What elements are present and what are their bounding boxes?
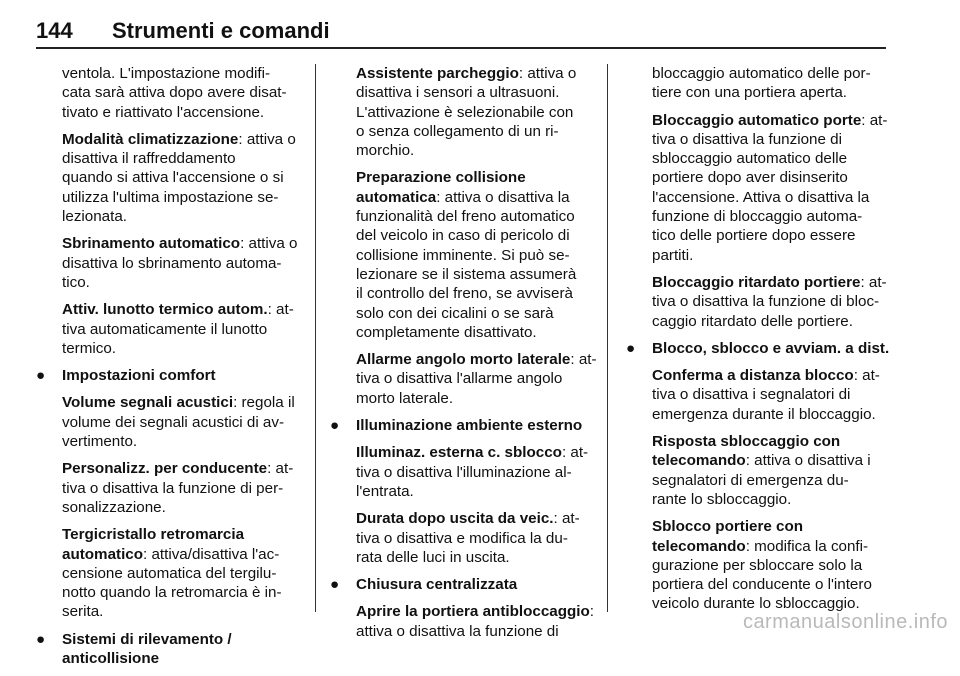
text-column-1 xyxy=(36,64,310,676)
text-line: termico. xyxy=(62,339,117,357)
text-line: tiva o disattiva i segnalatori di xyxy=(652,386,851,404)
text-line: tiva o disattiva l'allarme angolo xyxy=(356,370,563,388)
bullet-icon: ● xyxy=(330,417,340,435)
text-line: : at- xyxy=(853,367,880,385)
paragraph xyxy=(626,366,888,424)
text-line: notto quando la retromarcia è in- xyxy=(62,584,282,602)
term: Bloccaggio automatico porte xyxy=(652,111,862,129)
text-line: quando si attiva l'accensione o si xyxy=(62,169,284,187)
text-line: disattiva lo sbrinamento automa- xyxy=(62,254,282,272)
text-line: : at- xyxy=(570,351,597,369)
text-line: veicolo durante lo sbloccaggio. xyxy=(652,595,860,613)
bullet-heading xyxy=(330,416,596,435)
text-line: : at- xyxy=(861,111,888,129)
paragraph xyxy=(330,602,596,641)
text-line: tiva o disattiva la funzione di bloc- xyxy=(652,293,880,311)
paragraph xyxy=(36,130,310,226)
paragraph xyxy=(36,393,310,451)
text-line: tiva o disattiva la funzione di xyxy=(652,130,842,148)
bullet-heading xyxy=(626,339,888,358)
term: Volume segnali acustici xyxy=(62,394,234,412)
paragraph xyxy=(626,64,888,103)
section-heading-line: anticollisione xyxy=(62,650,160,668)
paragraph xyxy=(36,234,310,292)
text-line: solo con dei cicalini o se sarà xyxy=(356,304,554,322)
page-title: Strumenti e comandi xyxy=(112,18,330,43)
term: telecomando xyxy=(652,537,746,555)
text-line: sonalizzazione. xyxy=(62,498,166,516)
text-line: funzionalità del freno automatico xyxy=(356,208,575,226)
text-line: collisione imminente. Si può se- xyxy=(356,246,570,264)
text-line: : attiva o xyxy=(240,235,298,253)
paragraph xyxy=(626,517,888,613)
text-line: portiera del conducente o l'intero xyxy=(652,576,872,594)
text-line: lezionata. xyxy=(62,208,128,226)
bullet-icon: ● xyxy=(330,576,340,594)
term: Modalità climatizzazione xyxy=(62,130,239,148)
text-line: il controllo del freno, se avviserà xyxy=(356,285,573,303)
text-line: morchio. xyxy=(356,142,415,160)
paragraph xyxy=(330,350,596,408)
paragraph xyxy=(626,273,888,331)
term: Assistente parcheggio xyxy=(356,65,519,82)
term: telecomando xyxy=(652,452,746,470)
text-line: : modifica la confi- xyxy=(745,537,869,555)
text-line: censione automatica del tergilu- xyxy=(62,564,277,582)
text-line: ventola. L'impostazione modifi- xyxy=(62,65,271,82)
text-line: L'attivazione è selezionabile con xyxy=(356,103,574,121)
text-line: tiere con una portiera aperta. xyxy=(652,84,848,102)
text-line: gurazione per sbloccare solo la xyxy=(652,556,863,574)
text-line: : attiva o xyxy=(518,65,577,82)
paragraph xyxy=(330,443,596,501)
term: Risposta sbloccaggio con xyxy=(652,433,841,451)
text-line: caggio ritardato delle portiere. xyxy=(652,312,853,330)
column-divider-1 xyxy=(315,64,316,612)
section-heading: Blocco, sblocco e avviam. a dist. xyxy=(652,339,890,357)
text-line: segnalatori di emergenza du- xyxy=(652,471,849,489)
bullet-icon: ● xyxy=(36,630,46,648)
text-line: : attiva o disattiva la xyxy=(436,188,570,206)
text-line: tico delle portiere dopo essere xyxy=(652,227,856,245)
text-line: : at- xyxy=(267,460,294,478)
term: Aprire la portiera antibloccaggio xyxy=(356,603,590,621)
text-line: sbloccaggio automatico delle xyxy=(652,150,848,168)
text-line: disattiva i sensori a ultrasuoni. xyxy=(356,84,560,102)
text-line: portiere dopo aver disinserito xyxy=(652,169,848,187)
term: automatica xyxy=(356,188,437,206)
text-line: tiva o disattiva la funzione di per- xyxy=(62,479,284,497)
text-line: partiti. xyxy=(652,246,694,264)
text-line: vertimento. xyxy=(62,433,138,451)
paragraph xyxy=(36,64,310,122)
section-heading: Chiusura centralizzata xyxy=(356,576,518,594)
paragraph xyxy=(330,64,596,160)
text-line: : at- xyxy=(267,301,294,319)
text-line: : xyxy=(589,603,595,621)
term: Sblocco portiere con xyxy=(652,518,804,536)
bullet-icon: ● xyxy=(36,367,46,385)
paragraph xyxy=(626,432,888,509)
text-line: rante lo sbloccaggio. xyxy=(652,490,792,508)
paragraph xyxy=(330,168,596,342)
term: Attiv. lunotto termico autom. xyxy=(62,301,268,319)
text-line: morto laterale. xyxy=(356,389,454,407)
text-line: : attiva o xyxy=(238,130,296,148)
paragraph xyxy=(36,459,310,517)
paragraph xyxy=(626,111,888,265)
term: Tergicristallo retromarcia xyxy=(62,526,245,544)
bullet-heading xyxy=(36,366,310,385)
text-line: lezionare se il sistema assumerà xyxy=(356,265,577,283)
text-line: completamente disattivato. xyxy=(356,323,537,341)
text-line: l'entrata. xyxy=(356,482,414,500)
text-line: : at- xyxy=(860,273,887,291)
term: Allarme angolo morto laterale xyxy=(356,351,571,369)
text-line: emergenza durante il bloccaggio. xyxy=(652,405,876,423)
paragraph xyxy=(36,525,310,621)
term: Sbrinamento automatico xyxy=(62,235,241,253)
text-column-2 xyxy=(330,64,596,649)
text-line: tiva o disattiva e modifica la du- xyxy=(356,529,568,547)
text-line: o senza collegamento di un ri- xyxy=(356,122,559,140)
text-line: volume dei segnali acustici di av- xyxy=(62,413,285,431)
bullet-icon: ● xyxy=(626,339,636,357)
text-line: cata sarà attiva dopo avere disat- xyxy=(62,84,287,102)
text-line: l'accensione. Attiva o disattiva la xyxy=(652,188,870,206)
page-number: 144 xyxy=(36,18,73,43)
section-heading: Impostazioni comfort xyxy=(62,367,216,385)
text-line: utilizza l'ultima impostazione se- xyxy=(62,188,279,206)
term: Bloccaggio ritardato portiere xyxy=(652,273,861,291)
text-line: attiva o disattiva la funzione di xyxy=(356,622,559,640)
text-line: : attiva o disattiva i xyxy=(745,452,871,470)
term: Conferma a distanza blocco xyxy=(652,367,854,385)
text-column-3 xyxy=(626,64,888,622)
term: Illuminaz. esterna c. sblocco xyxy=(356,444,562,462)
term: Durata dopo uscita da veic. xyxy=(356,510,554,528)
page-header xyxy=(0,0,960,52)
text-line: del veicolo in caso di pericolo di xyxy=(356,227,570,245)
text-line: tiva automaticamente il lunotto xyxy=(62,320,268,338)
header-divider xyxy=(36,47,886,49)
section-heading: Illuminazione ambiente esterno xyxy=(356,417,583,435)
column-divider-2 xyxy=(607,64,608,612)
text-line: tiva o disattiva l'illuminazione al- xyxy=(356,463,572,481)
text-line: serita. xyxy=(62,603,104,621)
text-line: bloccaggio automatico delle por- xyxy=(652,65,871,82)
bullet-heading xyxy=(330,575,596,594)
text-line: : at- xyxy=(561,444,589,462)
term: Preparazione collisione xyxy=(356,169,526,187)
term: automatico xyxy=(62,545,144,563)
text-line: : at- xyxy=(553,510,580,528)
bullet-heading xyxy=(36,630,310,669)
paragraph xyxy=(330,509,596,567)
text-line: rata delle luci in uscita. xyxy=(356,548,510,566)
text-line: funzione di bloccaggio automa- xyxy=(652,208,863,226)
section-heading-line: Sistemi di rilevamento / xyxy=(62,630,232,648)
term: Personalizz. per conducente xyxy=(62,460,268,478)
paragraph xyxy=(36,300,310,358)
text-line: : attiva/disattiva l'ac- xyxy=(143,545,280,563)
text-line: tico. xyxy=(62,273,90,291)
text-line: disattiva il raffreddamento xyxy=(62,150,236,168)
watermark: carmanualsonline.info xyxy=(742,611,948,633)
text-line: : regola il xyxy=(233,394,295,412)
text-line: tivato e riattivato l'accensione. xyxy=(62,103,265,121)
